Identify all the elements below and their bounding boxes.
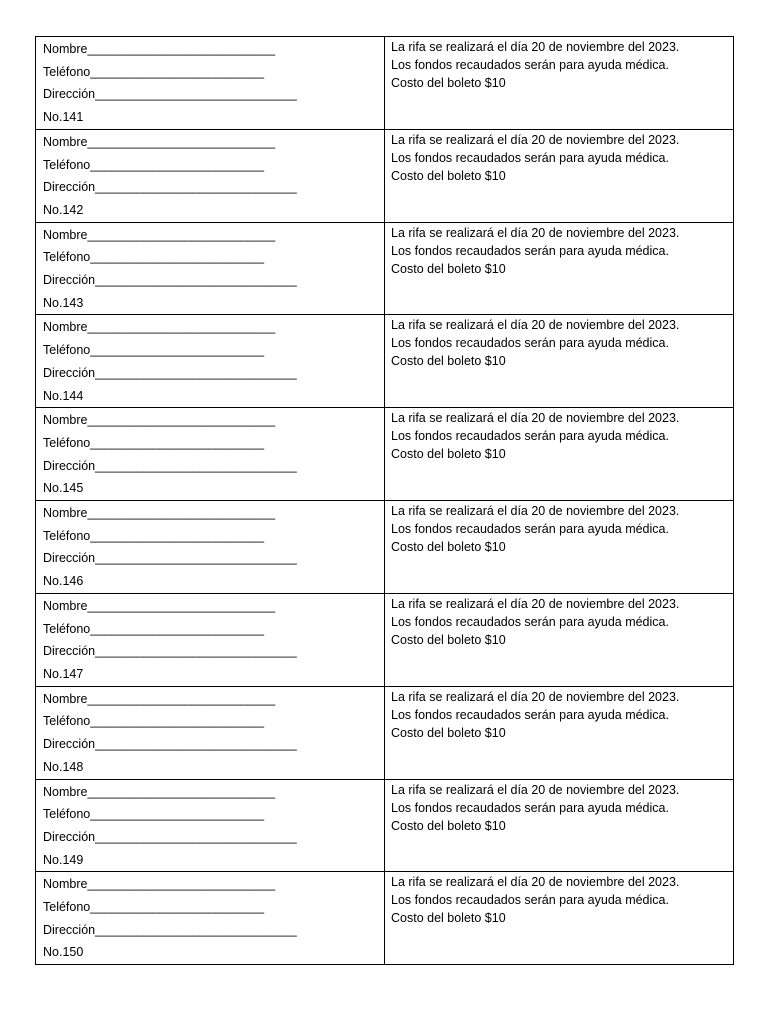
ticket-row (36, 129, 734, 222)
ticket-number: No.141 (43, 110, 84, 125)
ticket-cost-text: Costo del boleto $10 (391, 76, 506, 90)
funds-purpose-text: Los fondos recaudados serán para ayuda médica. (391, 243, 669, 258)
address-field-label: Dirección_____________________________ (43, 922, 297, 937)
ticket-cost-text: Costo del boleto $10 (391, 354, 506, 369)
funds-purpose-text: Los fondos recaudados serán para ayuda médica. (391, 150, 669, 165)
ticket-info-cell (385, 37, 734, 130)
phone-field-label: Teléfono_________________________ (43, 900, 265, 915)
ticket-row (36, 872, 734, 965)
ticket-row (36, 37, 734, 130)
funds-purpose-text: Los fondos recaudados serán para ayuda médica. (391, 429, 669, 444)
phone-field-label: Teléfono_________________________ (43, 64, 265, 79)
ticket-info-cell (385, 593, 734, 686)
address-field-label: Dirección_____________________________ (43, 458, 297, 473)
raffle-date-text: La rifa se realizará el día 20 de noviembre del 2023. (391, 875, 680, 890)
name-field-label: Nombre___________________________ (43, 598, 276, 613)
ticket-stub-cell (36, 408, 385, 501)
ticket-info-cell (385, 686, 734, 779)
funds-purpose-text: Los fondos recaudados serán para ayuda médica. (391, 58, 669, 72)
phone-field-label: Teléfono_________________________ (43, 157, 265, 172)
raffle-date-text: La rifa se realizará el día 20 de noviembre del 2023. (391, 504, 680, 519)
ticket-stub-cell (36, 501, 385, 594)
raffle-ticket-table (35, 36, 734, 965)
address-field-label: Dirección_____________________________ (43, 365, 297, 380)
name-field-label: Nombre___________________________ (43, 506, 276, 521)
ticket-stub-cell (36, 37, 385, 130)
raffle-date-text: La rifa se realizará el día 20 de noviembre del 2023. (391, 596, 680, 611)
address-field-label: Dirección_____________________________ (43, 87, 297, 102)
ticket-stub-cell (36, 872, 385, 965)
ticket-row (36, 779, 734, 872)
ticket-cost-text: Costo del boleto $10 (391, 261, 506, 276)
ticket-info-cell (385, 222, 734, 315)
name-field-label: Nombre___________________________ (43, 784, 276, 799)
address-field-label: Dirección_____________________________ (43, 737, 297, 752)
funds-purpose-text: Los fondos recaudados serán para ayuda médica. (391, 614, 669, 629)
ticket-number: No.143 (43, 295, 84, 310)
address-field-label: Dirección_____________________________ (43, 273, 297, 288)
funds-purpose-text: Los fondos recaudados serán para ayuda médica. (391, 522, 669, 537)
ticket-row (36, 315, 734, 408)
phone-field-label: Teléfono_________________________ (43, 435, 265, 450)
ticket-stub-cell (36, 686, 385, 779)
ticket-info-cell (385, 129, 734, 222)
ticket-row (36, 408, 734, 501)
address-field-label: Dirección_____________________________ (43, 644, 297, 659)
ticket-number: No.146 (43, 574, 84, 589)
ticket-cost-text: Costo del boleto $10 (391, 447, 506, 462)
ticket-row (36, 222, 734, 315)
ticket-number: No.147 (43, 666, 84, 681)
ticket-cost-text: Costo del boleto $10 (391, 818, 506, 833)
phone-field-label: Teléfono_________________________ (43, 714, 265, 729)
ticket-cost-text: Costo del boleto $10 (391, 540, 506, 555)
ticket-stub-cell (36, 593, 385, 686)
name-field-label: Nombre___________________________ (43, 691, 276, 706)
funds-purpose-text: Los fondos recaudados serán para ayuda médica. (391, 800, 669, 815)
raffle-date-text: La rifa se realizará el día 20 de noviembre del 2023. (391, 782, 680, 797)
address-field-label: Dirección_____________________________ (43, 829, 297, 844)
ticket-stub-cell (36, 129, 385, 222)
phone-field-label: Teléfono_________________________ (43, 807, 265, 822)
name-field-label: Nombre___________________________ (43, 877, 276, 892)
ticket-row (36, 593, 734, 686)
ticket-row (36, 501, 734, 594)
ticket-number: No.148 (43, 759, 84, 774)
ticket-info-cell (385, 779, 734, 872)
phone-field-label: Teléfono_________________________ (43, 528, 265, 543)
address-field-label: Dirección_____________________________ (43, 551, 297, 566)
phone-field-label: Teléfono_________________________ (43, 250, 265, 265)
name-field-label: Nombre___________________________ (43, 227, 276, 242)
ticket-rows (36, 37, 734, 965)
ticket-info-cell (385, 872, 734, 965)
name-field-label: Nombre___________________________ (43, 42, 276, 56)
raffle-date-text: La rifa se realizará el día 20 de noviembre del 2023. (391, 318, 680, 333)
raffle-date-text: La rifa se realizará el día 20 de noviembre del 2023. (391, 411, 680, 426)
ticket-number: No.142 (43, 202, 84, 217)
ticket-number: No.145 (43, 481, 84, 496)
ticket-stub-cell (36, 779, 385, 872)
ticket-cost-text: Costo del boleto $10 (391, 725, 506, 740)
name-field-label: Nombre___________________________ (43, 320, 276, 335)
ticket-row (36, 686, 734, 779)
ticket-number: No.150 (43, 945, 84, 960)
address-field-label: Dirección_____________________________ (43, 180, 297, 195)
phone-field-label: Teléfono_________________________ (43, 343, 265, 358)
funds-purpose-text: Los fondos recaudados serán para ayuda médica. (391, 336, 669, 351)
raffle-date-text: La rifa se realizará el día 20 de noviembre del 2023. (391, 40, 680, 54)
name-field-label: Nombre___________________________ (43, 413, 276, 428)
funds-purpose-text: Los fondos recaudados serán para ayuda médica. (391, 893, 669, 908)
raffle-date-text: La rifa se realizará el día 20 de noviembre del 2023. (391, 225, 680, 240)
phone-field-label: Teléfono_________________________ (43, 621, 265, 636)
name-field-label: Nombre___________________________ (43, 134, 276, 149)
ticket-number: No.149 (43, 852, 84, 867)
raffle-date-text: La rifa se realizará el día 20 de noviembre del 2023. (391, 132, 680, 147)
ticket-cost-text: Costo del boleto $10 (391, 911, 506, 926)
ticket-info-cell (385, 315, 734, 408)
ticket-info-cell (385, 501, 734, 594)
ticket-cost-text: Costo del boleto $10 (391, 168, 506, 183)
ticket-info-cell (385, 408, 734, 501)
ticket-stub-cell (36, 222, 385, 315)
ticket-number: No.144 (43, 388, 84, 403)
funds-purpose-text: Los fondos recaudados serán para ayuda médica. (391, 707, 669, 722)
ticket-stub-cell (36, 315, 385, 408)
raffle-date-text: La rifa se realizará el día 20 de noviembre del 2023. (391, 689, 680, 704)
ticket-cost-text: Costo del boleto $10 (391, 632, 506, 647)
